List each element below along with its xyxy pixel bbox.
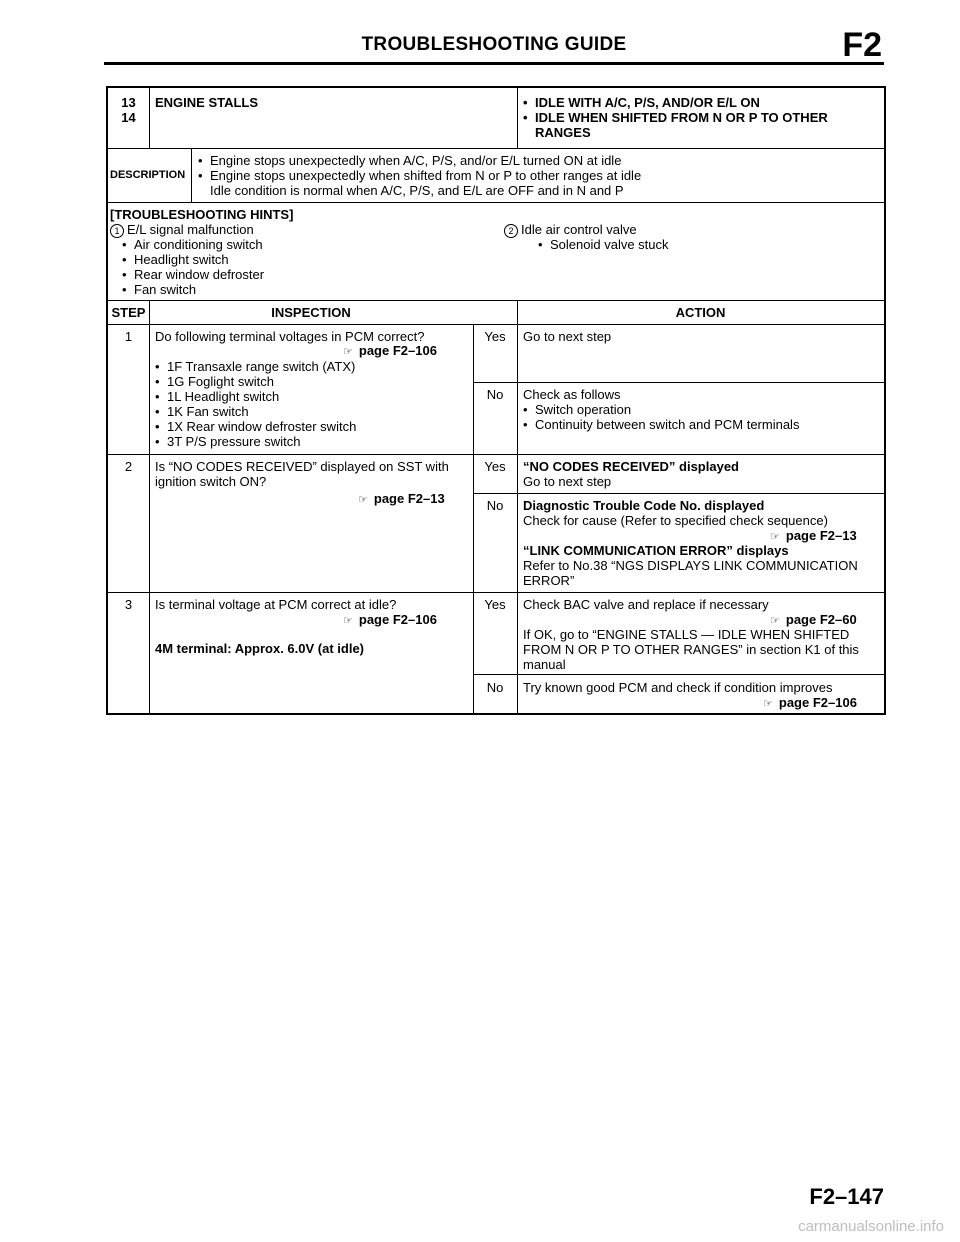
hint-group-1: 1 E/L signal malfunction xyxy=(110,222,254,238)
section-code: F2 xyxy=(842,26,882,64)
page-header xyxy=(104,26,884,65)
no-label: No xyxy=(486,498,504,513)
symptom-condition: • IDLE WHEN SHIFTED FROM N OR P TO OTHER xyxy=(523,110,828,125)
action-line: ERROR” xyxy=(523,573,575,588)
inspection-item: • 1X Rear window defroster switch xyxy=(155,419,356,434)
inspection-item: • 3T P/S pressure switch xyxy=(155,434,300,449)
page-reference: ☞ page F2–106 xyxy=(343,343,437,358)
inspection-item: • 1K Fan switch xyxy=(155,404,249,419)
action-line: Try known good PCM and check if condition improves xyxy=(523,680,833,695)
book-icon: ☞ xyxy=(770,530,780,543)
circled-number: 1 xyxy=(110,224,124,238)
action-item: • Switch operation xyxy=(523,402,631,417)
symptom-condition: • IDLE WITH A/C, P/S, AND/OR E/L ON xyxy=(523,95,760,110)
action-item: • Continuity between switch and PCM terminals xyxy=(523,417,799,432)
action-line: “LINK COMMUNICATION ERROR” displays xyxy=(523,543,789,558)
symptom-condition: RANGES xyxy=(535,125,591,140)
watermark: carmanualsonline.info xyxy=(798,1218,944,1235)
hint-group-2: 2 Idle air control valve xyxy=(504,222,637,238)
step-spec: 4M terminal: Approx. 6.0V (at idle) xyxy=(155,641,365,656)
col-inspection: INSPECTION xyxy=(271,305,351,320)
description-line: • Engine stops unexpectedly when shifted from N or P to other ranges at idle xyxy=(198,168,641,183)
page-reference: ☞ page F2–60 xyxy=(770,612,857,627)
circled-number: 2 xyxy=(504,224,518,238)
symptom-name: ENGINE STALLS xyxy=(155,95,259,110)
book-icon: ☞ xyxy=(770,614,780,627)
hint-item: • Fan switch xyxy=(122,282,196,297)
hint-item: • Solenoid valve stuck xyxy=(538,237,669,252)
page-reference: ☞ page F2–106 xyxy=(763,695,857,710)
step-number: 3 xyxy=(124,597,133,612)
action-line: manual xyxy=(523,657,566,672)
step-inspection: Is “NO CODES RECEIVED” displayed on SST with xyxy=(155,459,449,474)
book-icon: ☞ xyxy=(343,614,353,627)
inspection-item: • 1F Transaxle range switch (ATX) xyxy=(155,359,355,374)
yes-label: Yes xyxy=(484,329,506,344)
book-icon: ☞ xyxy=(343,345,353,358)
symptom-number: 13 14 xyxy=(121,95,136,126)
action-line: Go to next step xyxy=(523,474,612,489)
description-label: DESCRIPTION xyxy=(110,169,186,181)
step-inspection: Is terminal voltage at PCM correct at idle? xyxy=(155,597,397,612)
action-line: Diagnostic Trouble Code No. displayed xyxy=(523,498,765,513)
description-line: • Engine stops unexpectedly when A/C, P/S, and/or E/L turned ON at idle xyxy=(198,153,621,168)
hints-title: [TROUBLESHOOTING HINTS] xyxy=(110,207,294,222)
book-icon: ☞ xyxy=(763,697,773,710)
no-label: No xyxy=(486,680,504,695)
col-action: ACTION xyxy=(675,305,726,320)
action-line: Go to next step xyxy=(523,329,612,344)
inspection-item: • 1G Foglight switch xyxy=(155,374,274,389)
page-reference: ☞ page F2–106 xyxy=(343,612,437,627)
description-line: Idle condition is normal when A/C, P/S, and E/L are OFF and in N and P xyxy=(210,183,624,198)
page-reference: ☞ page F2–13 xyxy=(770,528,857,543)
book-icon: ☞ xyxy=(358,493,368,506)
step-number: 1 xyxy=(124,329,133,344)
action-line: Refer to No.38 “NGS DISPLAYS LINK COMMUNICATION xyxy=(523,558,858,573)
yes-label: Yes xyxy=(484,459,506,474)
action-line: If OK, go to “ENGINE STALLS — IDLE WHEN SHIFTED xyxy=(523,627,850,642)
action-line: Check as follows xyxy=(523,387,621,402)
hint-item: • Rear window defroster xyxy=(122,267,264,282)
page-number: F2–147 xyxy=(809,1184,884,1209)
step-inspection: ignition switch ON? xyxy=(155,474,267,489)
action-line: Check for cause (Refer to specified check sequence) xyxy=(523,513,828,528)
page-title: TROUBLESHOOTING GUIDE xyxy=(361,34,627,55)
action-line: FROM N OR P TO OTHER RANGES” in section K1 of this xyxy=(523,642,859,657)
troubleshooting-table xyxy=(106,86,886,715)
col-step: STEP xyxy=(111,305,146,320)
hint-item: • Headlight switch xyxy=(122,252,229,267)
action-line: “NO CODES RECEIVED” displayed xyxy=(523,459,739,474)
action-line: Check BAC valve and replace if necessary xyxy=(523,597,769,612)
step-number: 2 xyxy=(124,459,133,474)
yes-label: Yes xyxy=(484,597,506,612)
step-inspection: Do following terminal voltages in PCM correct? xyxy=(155,329,425,344)
hint-item: • Air conditioning switch xyxy=(122,237,263,252)
inspection-item: • 1L Headlight switch xyxy=(155,389,279,404)
page-reference: ☞ page F2–13 xyxy=(358,491,445,506)
no-label: No xyxy=(486,387,504,402)
